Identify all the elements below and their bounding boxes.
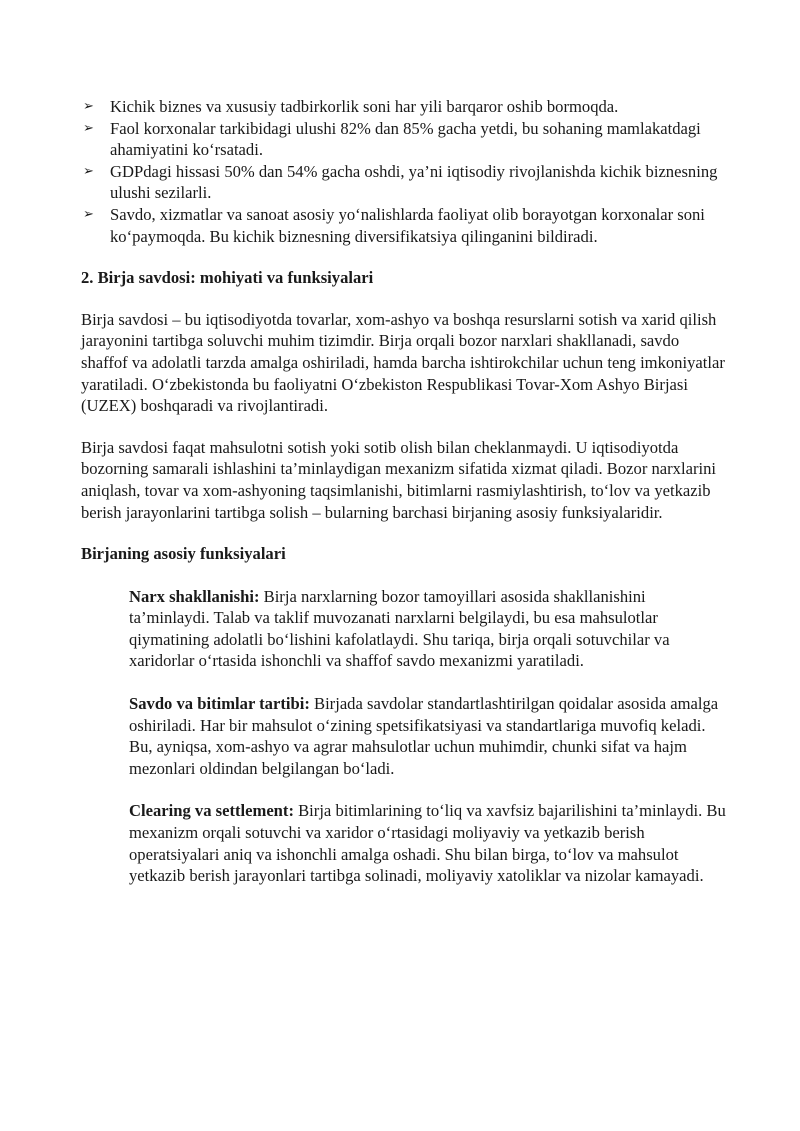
paragraph: Birja savdosi – bu iqtisodiyotda tovarlar, xom-ashyo va boshqa resurslarni sotish va xarid qilish jarayonini tartibga soluvchi muhim tizimdir. Birja orqali bozor narxlari shakllanadi, savdo shaffof va adolatli tarzda amalga oshiriladi, hamda barcha ishtirokchilar uchun teng imkoniyatlar yaratiladi. O‘zbekistonda bu faoliyatni O‘zbekiston Respublikasi Tovar-Xom Ashyo Birjasi (UZEX) boshqaradi va rivojlantiradi.	[81, 309, 725, 416]
arrow-bullet-icon: ➢	[83, 206, 94, 222]
bullet-item	[81, 118, 728, 161]
bullet-item	[81, 204, 728, 247]
bullet-list	[81, 96, 728, 247]
section-heading: 2. Birja savdosi: mohiyati va funksiyalari	[81, 268, 374, 288]
function-term: Savdo va bitimlar tartibi:	[129, 694, 310, 714]
function-text: Birja narxlarning bozor tamoyillari asosida shakllanishini ta’minlaydi. Talab va taklif muvozanati narxlarni belgilaydi, bu esa mahsulotlar qiymatining adolatli bo‘lishini kafolatlaydi. Shu tariqa, birja orqali sotuvchilar va xaridorlar o‘rtasida ishonchli va shaffof savdo mexanizmi yaratiladi.	[129, 586, 670, 671]
function-term: Narx shakllanishi:	[129, 586, 260, 606]
bullet-text: Faol korxonalar tarkibidagi ulushi 82% dan 85% gacha yetdi, bu sohaning mamlakatdagi ahamiyatini ko‘rsatadi.	[110, 118, 701, 160]
bullet-text: GDPdagi hissasi 50% dan 54% gacha oshdi, ya’ni iqtisodiy rivojlanishda kichik biznesning ulushi sezilarli.	[110, 161, 718, 203]
function-item	[129, 800, 728, 886]
bullet-text: Kichik biznes va xususiy tadbirkorlik soni har yili barqaror oshib bormoqda.	[110, 97, 619, 116]
function-item	[129, 586, 728, 672]
arrow-bullet-icon: ➢	[83, 163, 94, 179]
function-item	[129, 693, 728, 779]
paragraph: Birja savdosi faqat mahsulotni sotish yoki sotib olish bilan cheklanmaydi. U iqtisodiyotda bozorning samarali ishlashini ta’minlaydigan mexanizm sifatida xizmat qiladi. Bozor narxlarini aniqlash, tovar va xom-ashyoning taqsimlanishi, bitimlarni rasmiylashtirish, to‘lov va yetkazib berish jarayonlarini tartibga solish – bularning barchasi birjaning asosiy funksiyalaridir.	[81, 437, 716, 522]
subsection-heading: Birjaning asosiy funksiyalari	[81, 544, 286, 564]
arrow-bullet-icon: ➢	[83, 120, 94, 136]
function-term: Clearing va settlement:	[129, 801, 294, 821]
function-text: Birja bitimlarining to‘liq va xavfsiz bajarilishini ta’minlaydi. Bu mexanizm orqali sotuvchi va xaridor o‘rtasidagi moliyaviy va yetkazib berish operatsiyalari aniq va ishonchli amalga oshadi. Shu bilan birga, to‘lov va mahsulot yetkazib berish jarayonlari tartibga solinadi, moliyaviy xatoliklar va nizolar kamayadi.	[129, 801, 726, 886]
bullet-item	[81, 161, 728, 204]
arrow-bullet-icon: ➢	[83, 99, 94, 114]
functions-list	[81, 586, 728, 887]
function-text: Birjada savdolar standartlashtirilgan qoidalar asosida amalga oshiriladi. Har bir mahsulot o‘zining spetsifikatsiyasi va standartlariga muvofiq keladi. Bu, ayniqsa, xom-ashyo va agrar mahsulotlar uchun muhimdir, chunki sifat va hajm mezonlari oldindan belgilangan bo‘ladi.	[129, 694, 719, 778]
bullet-item	[81, 96, 728, 118]
bullet-text: Savdo, xizmatlar va sanoat asosiy yo‘nalishlarda faoliyat olib borayotgan korxonalar soni ko‘paymoqda. Bu kichik biznesning diversifikatsiya qilinganini bildiradi.	[110, 204, 705, 246]
